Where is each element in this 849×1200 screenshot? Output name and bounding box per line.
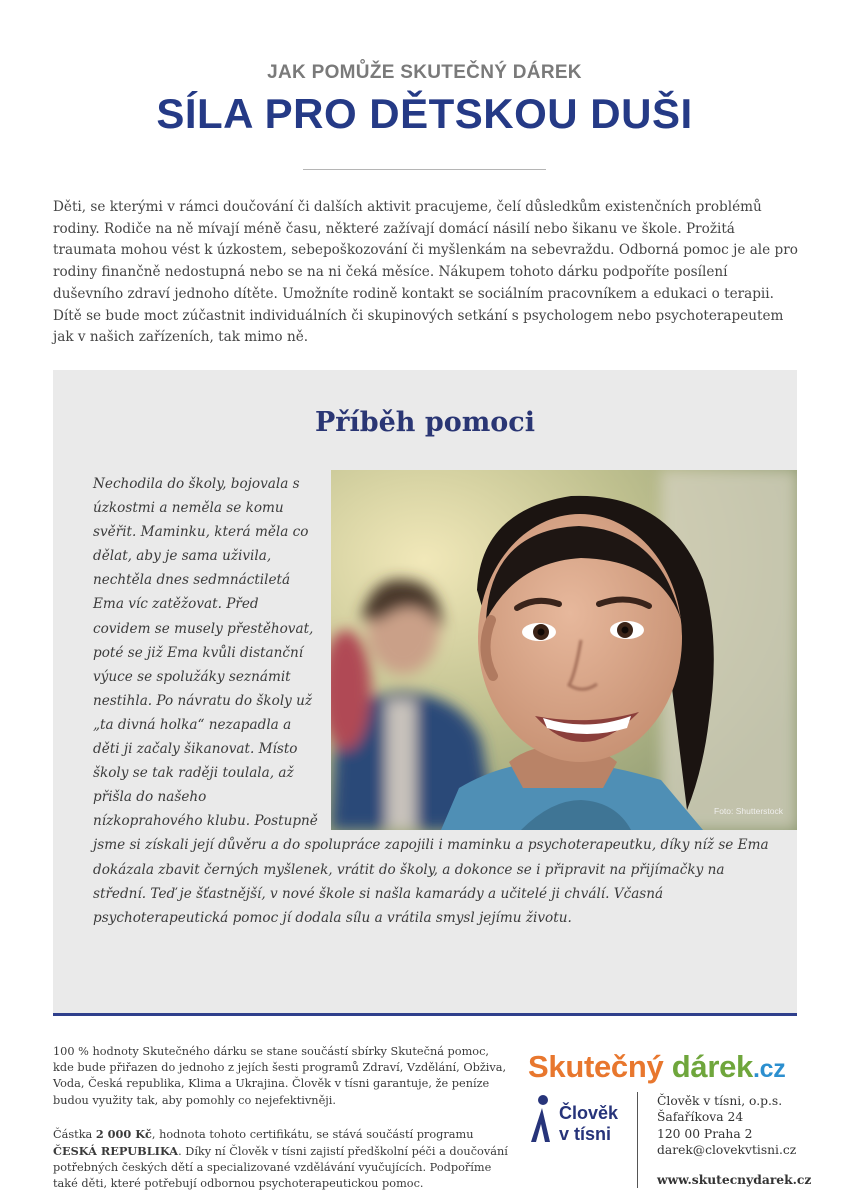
footer-info xyxy=(53,1044,513,1193)
contact-address xyxy=(657,1093,796,1159)
address-line: Člověk v tísni, o.p.s. xyxy=(657,1094,783,1108)
footer-amount-prefix: Částka xyxy=(53,1127,96,1141)
contact-email[interactable]: darek@clovekvtisni.cz xyxy=(657,1143,797,1158)
brand-domain: .cz xyxy=(752,1055,786,1083)
footer-vertical-divider xyxy=(637,1092,638,1188)
footer-paragraph-2 xyxy=(53,1126,513,1193)
photo-credit: Foto: Shutterstock xyxy=(714,806,783,816)
story-title: Příběh pomoci xyxy=(314,407,536,438)
photo-placeholder-spacer xyxy=(332,470,773,830)
website-link[interactable]: www.skutecnydarek.cz xyxy=(657,1172,812,1187)
clovek-v-tisni-logo-text xyxy=(559,1103,618,1145)
logo-line-1: Člověk xyxy=(559,1103,619,1123)
footer-program: ČESKÁ REPUBLIKA xyxy=(53,1144,179,1159)
footer-amount-mid: , hodnota tohoto certifikátu, se stává součástí programu xyxy=(151,1127,474,1141)
story-text xyxy=(93,472,773,930)
footer-paragraph-1: 100 % hodnoty Skutečného dárku se stane součástí sbírky Skutečná pomoc, kde bude přiřazen do jednoho z jejích šesti programů Zdraví, Vzdělání, Obživa, Voda, Česká republika, Klima a Ukrajina. Člověk v tísni garantuje, že peníze budou využity tak, aby pomohly co nejefektivněji. xyxy=(53,1045,507,1107)
intro-paragraph: Děti, se kterými v rámci doučování či dalších aktivit pracujeme, čelí důsledkům existenčních problémů rodiny. Rodiče na ně mívají méně času, některé zažívají domácí násilí nebo šikanu ve škole. Prožitá traumata mohou vést k úzkostem, sebepoškozování či myšlenkám na sebevraždu. Odborná pomoc je ale pro rodiny finančně nedostupná nebo se na ni čeká měsíce. Nákupem tohoto dárku podpoříte posílení duševního zdraví jednoho dítěte. Umožníte rodině kontakt se sociálním pracovníkem a edukaci o terapii. Dítě se bude moct zúčastnit individuálních či skupinových setkání s psychologem nebo psychoterapeutem jak v našich zařízeních, tak mimo ně. xyxy=(53,199,798,346)
story-box xyxy=(53,370,797,1016)
address-line: 120 00 Praha 2 xyxy=(657,1126,753,1141)
skutecny-darek-logo xyxy=(528,1049,785,1087)
page-title: SÍLA PRO DĚTSKOU DUŠI xyxy=(156,90,693,137)
footer-amount-suffix: . Díky ní Člověk v tísni zajistí předškolní péči a doučování potřebných českých dětí a specializované vzdělávání vyučujících. Podpoříme také děti, které potřebují odbornou psychoterapeutickou pomoc. xyxy=(53,1145,508,1191)
address-line: Šafaříkova 24 xyxy=(657,1110,744,1125)
brand-word-darek: dárek xyxy=(663,1049,753,1084)
brand-word-skutecny: Skutečný xyxy=(528,1049,664,1084)
story-text-content: Nechodila do školy, bojovala s úzkostmi a neměla se komu svěřit. Maminku, která měla co dělat, aby je sama uživila, nechtěla dnes sedmnáctiletá Ema víc zatěžovat. Před covidem se musely přestěhovat, poté se již Ema kvůli distanční výuce se spolužáky seznámit nestihla. Po návratu do školy už „ta divná holka“ nezapadla a děti ji začaly šikanovat. Místo školy se tak raději toulala, až přišla do našeho nízkoprahového klubu. Postupně jsme si získali její důvěru a do spolupráce zapojili i maminku a psychoterapeutku, díky níž se Ema dokázala zbavit černých myšlenek, vrátit do školy, a dokonce se i připravit na přijímačky na střední. Teď je šťastnější, v nové škole si našla kamarády a učitelé ji chválí. Včasná psychoterapeutická pomoc jí dodala sílu a vrátila smysl jejímu životu. xyxy=(93,476,769,926)
logo-line-2: v tísni xyxy=(559,1124,612,1144)
title-divider xyxy=(303,169,546,170)
page-kicker: JAK POMŮŽE SKUTEČNÝ DÁREK xyxy=(267,62,582,83)
footer-amount: 2 000 Kč xyxy=(95,1126,152,1141)
